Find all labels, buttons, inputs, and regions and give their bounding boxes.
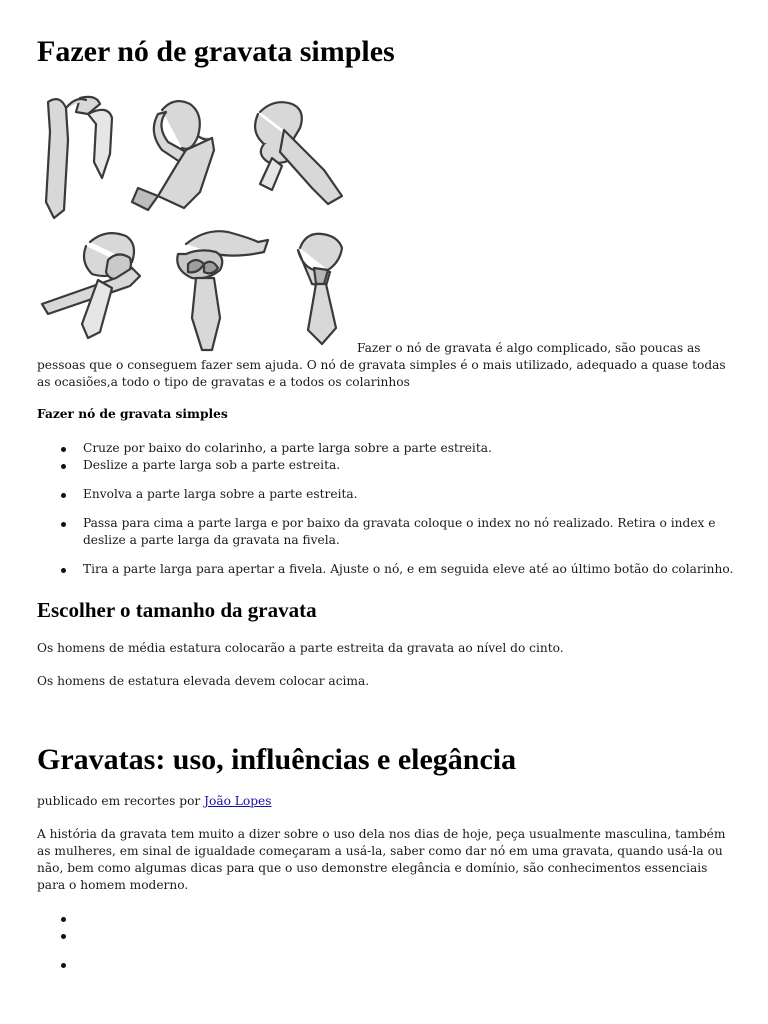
list-item: Deslize a parte larga sob a parte estreita.	[37, 457, 737, 474]
byline-prefix: publicado em recortes por	[37, 794, 205, 808]
tie-step-5-icon	[177, 231, 268, 350]
size-section-heading: Escolher o tamanho da gravata	[37, 598, 317, 622]
list-item: Cruze por baixo do colarinho, a parte larga sobre a parte estreita.	[37, 440, 737, 457]
article-title: Gravatas: uso, influências e elegância	[37, 743, 517, 776]
byline	[37, 793, 272, 810]
list-item: Envolva a parte larga sobre a parte estreita.	[37, 486, 737, 503]
article-body: A história da gravata tem muito a dizer sobre o uso dela nos dias de hoje, peça usualmente masculina, também as mulheres, em sinal de igualdade começaram a usá-la, saber como dar nó em uma gravata, quando usá-la ou não, bem como algumas dicas para que o uso demonstre elegância e domínio, são conhecimentos essenciais para o homem moderno.	[37, 827, 726, 892]
list-item	[37, 910, 237, 927]
size-paragraph-1: Os homens de média estatura colocarão a parte estreita da gravata ao nível do cinto.	[37, 641, 564, 655]
empty-list	[37, 910, 237, 973]
intro-rest: pessoas que o conseguem fazer sem ajuda. O nó de gravata simples é o mais utilizado, adequado a quase todas as ocasiões,a todo o tipo de gravatas e a todos os colarinhos	[37, 358, 726, 389]
page-title: Fazer nó de gravata simples	[37, 35, 395, 68]
intro-first-line: Fazer o nó de gravata é algo complicado, são poucas as	[357, 341, 701, 355]
tie-knot-steps-icon	[36, 92, 356, 354]
list-item: Passa para cima a parte larga e por baixo da gravata coloque o index no nó realizado. Retira o index e deslize a parte larga da gravata na fivela.	[37, 515, 737, 549]
tie-step-4-icon	[42, 233, 140, 338]
author-link[interactable]: João Lopes	[204, 794, 272, 808]
intro-paragraph	[37, 340, 737, 391]
steps-list	[37, 440, 737, 578]
size-paragraph-2: Os homens de estatura elevada devem colocar acima.	[37, 674, 370, 688]
list-item	[37, 927, 237, 944]
tie-step-2-icon	[132, 101, 214, 210]
list-item: Tira a parte larga para apertar a fivela. Ajuste o nó, e em seguida eleve até ao último botão do colarinho.	[37, 561, 737, 578]
tie-step-3-icon	[255, 102, 342, 204]
list-item	[37, 956, 237, 973]
tie-step-1-icon	[46, 97, 112, 218]
tie-step-6-icon	[298, 234, 342, 344]
steps-heading: Fazer nó de gravata simples	[37, 407, 228, 421]
